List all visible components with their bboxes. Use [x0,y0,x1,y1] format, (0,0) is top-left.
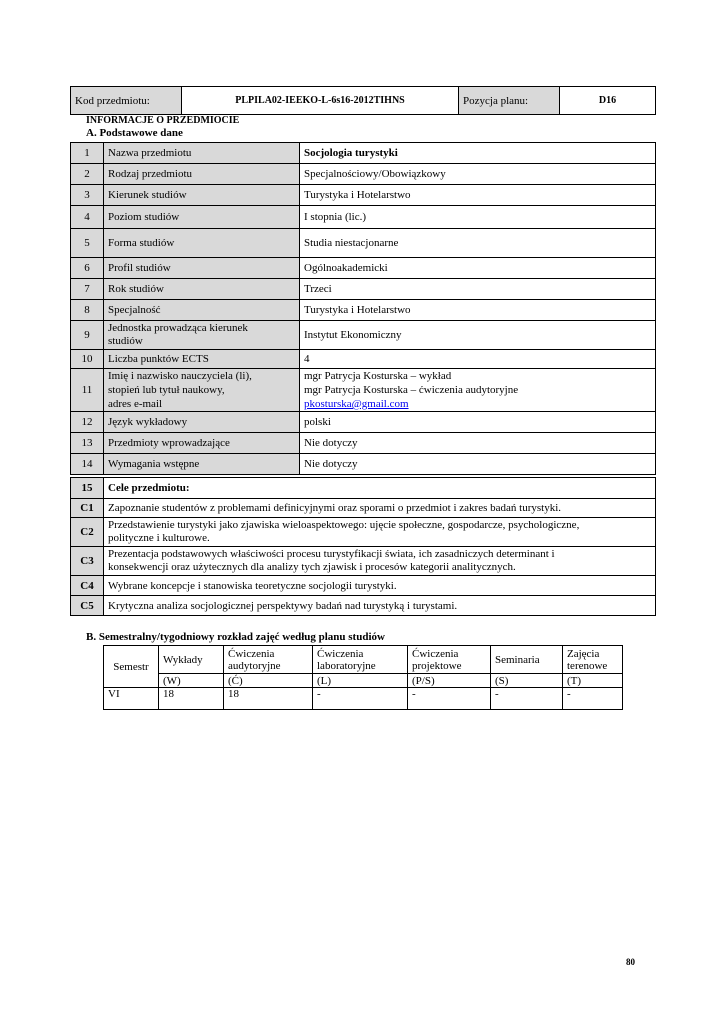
row-number: 3 [71,185,104,206]
schedule-col-header [224,646,313,674]
table-row [104,688,623,710]
schedule-col-abbr: (L) [313,674,408,688]
schedule-col-header [159,646,224,674]
row-label-line: Jednostka prowadząca kierunek [108,322,248,334]
row-value: Turystyka i Hotelarstwo [300,300,656,321]
table-row [104,646,623,674]
plan-position-label: Pozycja planu: [459,87,560,115]
row-label: Wymagania wstępne [104,454,300,475]
goal-code: C5 [71,596,104,616]
info-section-title: INFORMACJE O PRZEDMIOCIE [86,115,240,126]
teacher-line: mgr Patrycja Kosturska – wykład [304,370,452,382]
table-row [71,412,656,433]
row-value: Studia niestacjonarne [300,229,656,258]
course-code-value: PLPILA02-IEEKO-L-6s16-2012TIHNS [182,87,459,115]
goals-number: 15 [71,478,104,499]
schedule-col-abbr: (W) [159,674,224,688]
table-row [71,143,656,164]
row-value: Socjologia turystyki [300,143,656,164]
goals-table [70,477,656,616]
goal-line: Przedstawienie turystyki jako zjawiska wieloaspektowego: ujęcie społeczne, gospodarcze, psychologiczne, [108,519,580,531]
row-label-line: stopień lub tytuł naukowy, [108,384,225,396]
row-number: 13 [71,433,104,454]
teacher-line: mgr Patrycja Kosturska – ćwiczenia audytoryjne [304,384,519,396]
table-row [104,674,623,688]
table-row [71,478,656,499]
table-row [71,454,656,475]
schedule-col-header [563,646,623,674]
table-row [71,350,656,369]
col-header-line: Ćwiczenia [412,647,459,660]
schedule-value: - [313,688,408,710]
row-number: 5 [71,229,104,258]
row-label-line: Imię i nazwisko nauczyciela (li), [108,370,252,382]
row-number: 14 [71,454,104,475]
col-header-line: Wykłady [163,653,203,666]
row-value: Specjalnościowy/Obowiązkowy [300,164,656,185]
row-value: 4 [300,350,656,369]
row-value: Ogólnoakademicki [300,258,656,279]
goal-text: Krytyczna analiza socjologicznej perspektywy badań nad turystyką i turystami. [104,596,656,616]
row-number: 2 [71,164,104,185]
col-header-line: Seminaria [495,653,540,666]
row-label: Rodzaj przedmiotu [104,164,300,185]
page-number: 80 [626,957,635,967]
row-label-line: studiów [108,335,143,347]
row-value: I stopnia (lic.) [300,206,656,229]
col-header-line: terenowe [567,659,608,672]
schedule-col-header [313,646,408,674]
row-value [300,369,656,412]
goal-code: C4 [71,576,104,596]
goal-text [104,547,656,576]
table-row [71,300,656,321]
row-value: Nie dotyczy [300,433,656,454]
section-b-title: B. Semestralny/tygodniowy rozkład zajęć według planu studiów [86,631,385,643]
row-number: 4 [71,206,104,229]
plan-position-value: D16 [560,87,656,115]
goal-text: Wybrane koncepcje i stanowiska teoretyczne socjologii turystyki. [104,576,656,596]
goal-line: Prezentacja podstawowych właściwości procesu turystyfikacji świata, ich zasadniczych determinant i [108,548,555,560]
schedule-col-abbr: (T) [563,674,623,688]
goal-code: C1 [71,499,104,518]
table-row [71,518,656,547]
row-number: 7 [71,279,104,300]
row-value: Turystyka i Hotelarstwo [300,185,656,206]
goal-text [104,518,656,547]
col-header-line: Ćwiczenia [228,647,275,660]
row-value: Trzeci [300,279,656,300]
schedule-value: - [563,688,623,710]
row-label: Przedmioty wprowadzające [104,433,300,454]
table-row [71,499,656,518]
row-label [104,321,300,350]
schedule-value: - [491,688,563,710]
course-code-header [70,86,656,115]
row-number: 10 [71,350,104,369]
col-header-line: laboratoryjne [317,659,376,672]
schedule-value: - [408,688,491,710]
row-label: Język wykładowy [104,412,300,433]
row-number: 8 [71,300,104,321]
row-number: 9 [71,321,104,350]
schedule-col-abbr: (P/S) [408,674,491,688]
col-header-line: Ćwiczenia [317,647,364,660]
table-row [71,547,656,576]
row-label-line: adres e-mail [108,398,163,410]
section-a-title: A. Podstawowe dane [86,127,183,139]
goal-line: konsekwencji oraz użytecznych dla analizy tych zjawisk i procesów kategorii analitycznych. [108,561,516,573]
table-row [71,321,656,350]
basic-data-table [70,142,656,475]
row-label [104,369,300,412]
table-row [71,258,656,279]
col-header-line: audytoryjne [228,659,281,672]
table-row [71,206,656,229]
row-label: Kierunek studiów [104,185,300,206]
table-row [71,229,656,258]
semester-value: VI [104,688,159,710]
row-number: 6 [71,258,104,279]
row-label: Forma studiów [104,229,300,258]
table-row [71,433,656,454]
goal-line: polityczne i kulturowe. [108,532,210,544]
row-label: Profil studiów [104,258,300,279]
table-row [71,164,656,185]
table-row [71,279,656,300]
schedule-col-header [491,646,563,674]
goals-title: Cele przedmiotu: [104,478,656,499]
goal-code: C2 [71,518,104,547]
semester-header: Semestr [104,646,159,688]
schedule-col-abbr: (S) [491,674,563,688]
col-header-line: Zajęcia [567,647,600,660]
row-label: Liczba punktów ECTS [104,350,300,369]
row-label: Poziom studiów [104,206,300,229]
table-row [71,185,656,206]
row-label: Specjalność [104,300,300,321]
schedule-col-header [408,646,491,674]
row-value: polski [300,412,656,433]
email-link[interactable]: pkosturska@gmail.com [304,398,409,410]
goal-text: Zapoznanie studentów z problemami definicyjnymi oraz sporami o przedmiot i zakres badań turystyki. [104,499,656,518]
row-value: Nie dotyczy [300,454,656,475]
row-number: 12 [71,412,104,433]
col-header-line: projektowe [412,659,462,672]
schedule-value: 18 [159,688,224,710]
table-row [71,596,656,616]
table-row [71,369,656,412]
row-number: 11 [71,369,104,412]
row-label: Nazwa przedmiotu [104,143,300,164]
schedule-col-abbr: (Ć) [224,674,313,688]
goal-code: C3 [71,547,104,576]
schedule-table [103,645,623,710]
row-number: 1 [71,143,104,164]
row-label: Rok studiów [104,279,300,300]
row-value: Instytut Ekonomiczny [300,321,656,350]
table-row [71,576,656,596]
course-code-label: Kod przedmiotu: [71,87,182,115]
schedule-value: 18 [224,688,313,710]
